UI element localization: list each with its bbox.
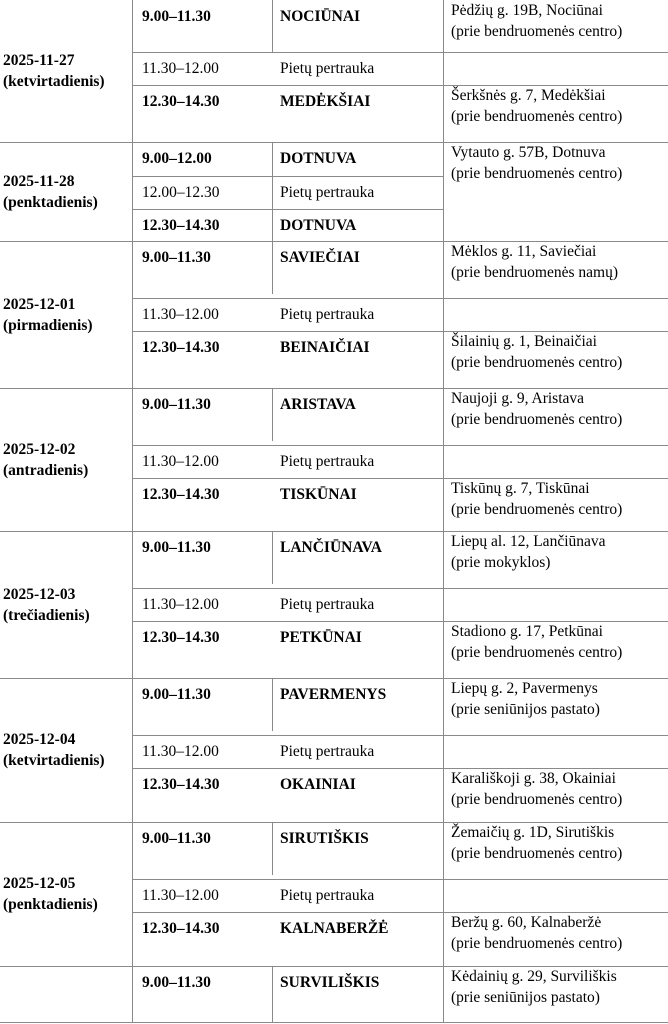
session-address: Naujoji g. 9, Aristava [451,390,585,407]
table-gridline [132,298,668,299]
table-gridline [132,879,668,880]
session-location: SIRUTIŠKIS [280,830,369,847]
day-date: 2025-12-04 [3,731,76,748]
session-address-note: (prie bendruomenės centro) [451,165,623,182]
session-address: Liepų g. 2, Pavermenys [451,680,598,697]
session-location: PETKŪNAI [280,629,362,646]
day-weekday: (penktadienis) [3,194,98,211]
session-address-note: (prie bendruomenės centro) [451,644,623,661]
day-date: 2025-12-03 [3,586,76,603]
session-location: OKAINIAI [280,776,356,793]
session-location: SAVIEČIAI [280,249,360,266]
session-address-note: (prie bendruomenės centro) [451,845,623,862]
day-date: 2025-12-01 [3,296,76,313]
session-time: 12.30–14.30 [142,93,220,110]
session-address: Kėdainių g. 29, Surviliškis [451,968,617,985]
break-label: Pietų pertrauka [280,306,375,323]
session-time: 9.00–11.30 [142,539,211,556]
break-label: Pietų pertrauka [280,184,375,201]
session-location: ARISTAVA [280,396,356,413]
session-address-note: (prie bendruomenės centro) [451,935,623,952]
session-address: Stadiono g. 17, Petkūnai [451,623,603,640]
session-address: Tiskūnų g. 7, Tiskūnai [451,480,590,497]
session-time: 9.00–11.30 [142,686,211,703]
session-location: DOTNUVA [280,217,357,234]
session-address-note: (prie seniūnijos pastato) [451,701,600,718]
table-gridline [132,209,443,210]
break-label: Pietų pertrauka [280,887,375,904]
table-gridline [132,445,668,446]
session-time: 9.00–12.00 [142,150,212,167]
day-date: 2025-12-05 [3,875,76,892]
session-time: 12.30–14.30 [142,339,220,356]
session-address-note: (prie bendruomenės centro) [451,501,623,518]
session-address: Žemaičių g. 1D, Sirutiškis [451,824,615,841]
table-gridline [0,1022,668,1023]
session-address: Mėklos g. 11, Saviečiai [451,243,597,260]
day-weekday: (antradienis) [3,462,89,479]
session-address-note: (prie bendruomenės centro) [451,411,623,428]
break-label: Pietų pertrauka [280,60,375,77]
session-time: 12.30–14.30 [142,629,220,646]
break-label: Pietų pertrauka [280,453,375,470]
session-time: 11.30–12.00 [142,887,219,904]
table-gridline [132,52,668,53]
session-location: DOTNUVA [280,150,357,167]
session-time: 11.30–12.00 [142,306,219,323]
session-time: 12.30–14.30 [142,486,220,503]
session-location: SURVILIŠKIS [280,974,380,991]
session-address: Karališkoji g. 38, Okainiai [451,770,616,787]
session-time: 9.00–11.30 [142,396,211,413]
session-location: TISKŪNAI [280,486,357,503]
session-time: 9.00–11.30 [142,974,211,991]
day-weekday: (ketvirtadienis) [3,73,105,90]
break-label: Pietų pertrauka [280,743,375,760]
day-weekday: (trečiadienis) [3,607,90,624]
session-address: Beržų g. 60, Kalnaberžė [451,914,602,931]
session-address-note: (prie mokyklos) [451,554,551,571]
session-time: 11.30–12.00 [142,453,219,470]
session-location: PAVERMENYS [280,686,387,703]
day-weekday: (pirmadienis) [3,317,93,334]
session-address-note: (prie bendruomenės centro) [451,108,623,125]
session-address: Pėdžių g. 19B, Nociūnai [451,2,603,19]
day-date: 2025-11-27 [3,52,75,69]
session-location: MEDĖKŠIAI [280,93,371,110]
day-weekday: (ketvirtadienis) [3,752,105,769]
session-time: 9.00–11.30 [142,249,211,266]
session-time: 11.30–12.00 [142,743,219,760]
break-label: Pietų pertrauka [280,596,375,613]
session-location: BEINAIČIAI [280,339,370,356]
session-time: 11.30–12.00 [142,60,219,77]
table-gridline [132,735,668,736]
session-time: 12.30–14.30 [142,217,220,234]
session-time: 11.30–12.00 [142,596,219,613]
day-date: 2025-11-28 [3,173,75,190]
table-gridline [132,176,443,177]
session-time: 12.30–14.30 [142,776,220,793]
session-time: 9.00–11.30 [142,830,211,847]
session-address-note: (prie bendruomenės centro) [451,23,623,40]
session-time: 9.00–11.30 [142,8,211,25]
session-address-note: (prie seniūnijos pastato) [451,989,600,1006]
session-address: Šilainių g. 1, Beinaičiai [451,333,597,350]
session-address: Liepų al. 12, Lančiūnava [451,533,606,550]
table-gridline [132,588,668,589]
session-address: Šerkšnės g. 7, Medėkšiai [451,87,606,104]
session-location: KALNABERŽĖ [280,920,389,937]
session-location: LANČIŪNAVA [280,539,382,556]
session-address: Vytauto g. 57B, Dotnuva [451,144,606,161]
session-location: NOCIŪNAI [280,8,361,25]
session-address-note: (prie bendruomenės namų) [451,264,618,281]
session-address-note: (prie bendruomenės centro) [451,354,623,371]
day-weekday: (penktadienis) [3,896,98,913]
session-time: 12.00–12.30 [142,184,220,201]
session-time: 12.30–14.30 [142,920,220,937]
session-address-note: (prie bendruomenės centro) [451,791,623,808]
day-date: 2025-12-02 [3,441,76,458]
